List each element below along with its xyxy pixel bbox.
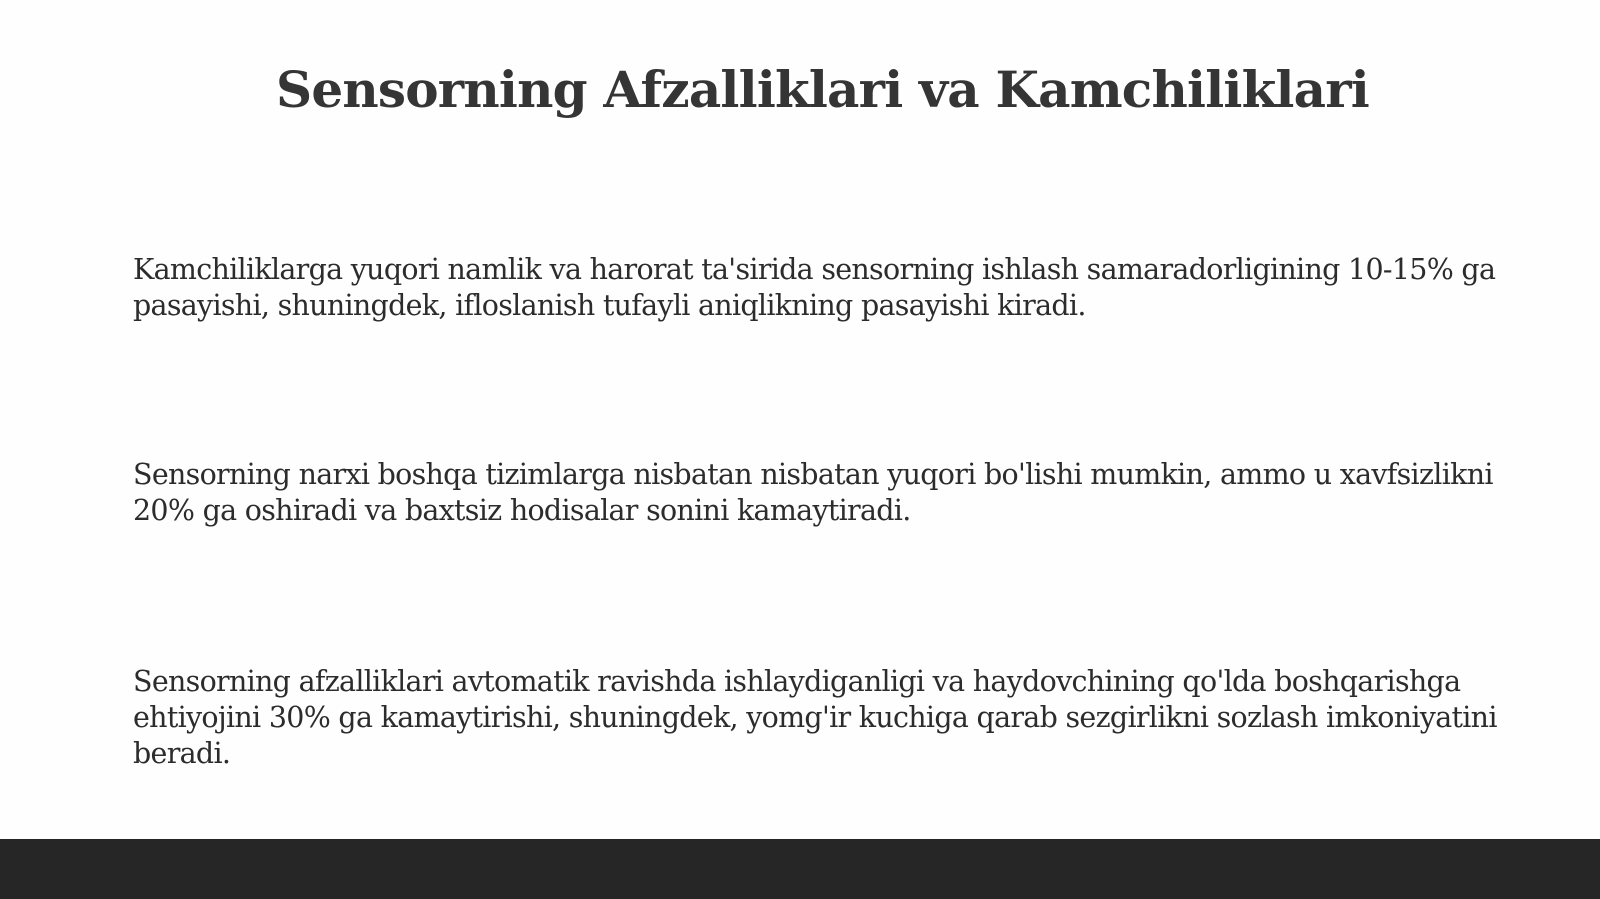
- slide-title: Sensorning Afzalliklari va Kamchiliklari: [276, 60, 1369, 119]
- paragraph-cost-safety: Sensorning narxi boshqa tizimlarga nisbatan nisbatan yuqori bo'lishi mumkin, ammo u xavfsizlikni 20% ga oshiradi va baxtsiz hodisalar sonini kamaytiradi.: [133, 458, 1493, 527]
- paragraph-advantages: Sensorning afzalliklari avtomatik ravishda ishlaydiganligi va haydovchining qo'lda boshqarishga ehtiyojini 30% ga kamaytirishi, shuningdek, yomg'ir kuchiga qarab sezgirlikni sozlash imkoniyatini beradi.: [133, 665, 1497, 770]
- paragraph-disadvantages: Kamchiliklarga yuqori namlik va harorat ta'sirida sensorning ishlash samaradorligining 10-15% ga pasayishi, shuningdek, ifloslanish tufayli aniqlikning pasayishi kiradi.: [133, 253, 1496, 322]
- footer-bar: [0, 839, 1600, 899]
